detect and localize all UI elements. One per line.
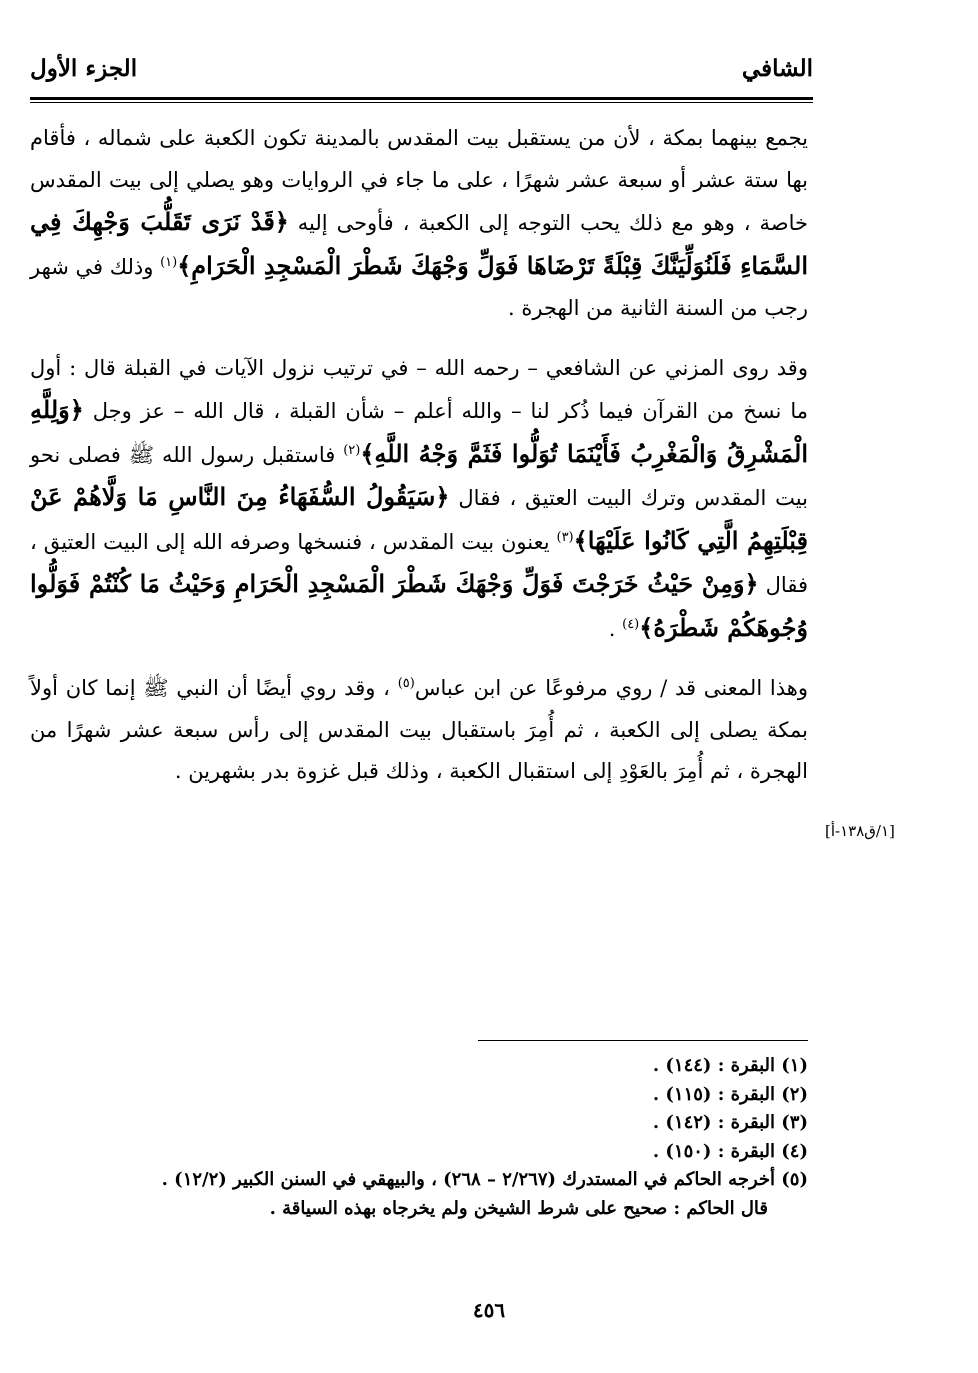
quran-verse: ﴿قَدْ نَرَى تَقَلُّبَ وَجْهِكَ فِي السَّمَاءِ فَلَنُوَلِّيَنَّكَ قِبْلَةً تَرْضَاهَا فَوَلِّ وَجْهَكَ شَطْرَ الْمَسْجِدِ الْحَرَامِ﴾ [30, 207, 808, 280]
footnote: (١) البقرة : (١٤٤) . [652, 1055, 808, 1076]
page-number: ٤٥٦ [472, 1298, 506, 1322]
footnote: (٢) البقرة : (١١٥) . [652, 1083, 808, 1105]
paragraph-text: ، وقد روي أيضًا أن النبي ﷺ إنما كان أولاً بمكة يصلى إلى الكعبة ، ثم أُمِرَ باستقبال بيت المقدس إلى رأس سبعة عشر شهرًا من الهجرة ، ثم أُمِرَ بالعَوْدِ إلى استقبال الكعبة ، وذلك قبل غزوة بدر بشهرين . [30, 676, 808, 783]
header-rule-thick [30, 97, 813, 100]
footnote-ref: (٥) [397, 676, 415, 691]
paragraph-text: يجمع بينهما بمكة ، لأن من يستقبل بيت المقدس بالمدينة تكون الكعبة على شماله ، فأقام بها ستة عشر أو سبعة عشر شهرًا ، على ما جاء في الروايات وهو يصلي إلى بيت المقدس خاصة ، وهو مع ذلك يحب التوجه إلى الكعبة ، فأوحى إليه [30, 126, 808, 235]
paragraph-text: وذلك في شهر رجب من السنة الثانية من الهجرة . [30, 254, 808, 320]
paragraph-text: . [608, 616, 623, 641]
paragraph-text: وقد روى المزني عن الشافعي – رحمه الله – في ترتيب نزول الآيات في القبلة قال : أول ما نسخ من القرآن فيما ذُكر لنا – والله أعلم – شأن القبلة ، قال الله – عز وجل [30, 355, 808, 423]
quran-verse: ﴿وَلِلَّهِ الْمَشْرِقُ وَالْمَغْرِبُ فَأَيْنَمَا تُوَلُّوا فَثَمَّ وَجْهُ اللَّهِ﴾ [30, 395, 808, 468]
footnotes [60, 1052, 808, 1223]
manuscript-folio-note: [١/ق١٣٨-أ] [825, 822, 895, 840]
running-header [30, 55, 813, 95]
paragraph-text: وهذا المعنى قد / روي مرفوعًا عن ابن عباس [414, 676, 808, 700]
footnote-ref: (٢) [343, 442, 361, 458]
footnote-separator [478, 1040, 808, 1041]
paragraph-2 [30, 348, 808, 651]
paragraph-text: فاستقبل رسول الله ﷺ فصلى نحو بيت المقدس وترك البيت العتيق ، فقال [30, 442, 808, 510]
footnote-continuation: قال الحاكم : صحيح على شرط الشيخن ولم يخرجاه بهذه السياقة . [269, 1197, 768, 1219]
header-rule-thin [30, 102, 813, 103]
footnote: (٣) البقرة : (١٤٢) . [652, 1112, 808, 1133]
footnote-ref: (٤) [622, 616, 640, 632]
quran-verse: ﴿سَيَقُولُ السُّفَهَاءُ مِنَ النَّاسِ مَا وَلَّاهُمْ عَنْ قِبْلَتِهِمُ الَّتِي كَانُوا عَلَيْهَا﴾ [30, 482, 808, 555]
footnote: (٤) البقرة : (١٥٠) . [652, 1140, 808, 1162]
footnote-ref: (١) [160, 254, 178, 270]
main-text [30, 118, 808, 793]
footnote: (٥) أخرجه الحاكم في المستدرك (٢/٢٦٧ – ٢٦٨) ، والبيهقي في السنن الكبير (١٢/٢) . [161, 1169, 808, 1190]
paragraph-3 [30, 668, 808, 793]
paragraph-1 [30, 118, 808, 330]
volume-label: الجزء الأول [30, 55, 138, 82]
paragraph-text: يعنون بيت المقدس ، فنسخها وصرفه الله إلى البيت العتيق ، فقال [30, 529, 808, 597]
quran-verse: ﴿وَمِنْ حَيْثُ خَرَجْتَ فَوَلِّ وَجْهَكَ شَطْرَ الْمَسْجِدِ الْحَرَامِ وَحَيْثُ مَا كُنْتُمْ فَوَلُّوا وُجُوهَكُمْ شَطْرَهُ﴾ [30, 569, 808, 642]
book-title: الشافي [741, 55, 813, 82]
footnote-ref: (٣) [556, 529, 574, 545]
